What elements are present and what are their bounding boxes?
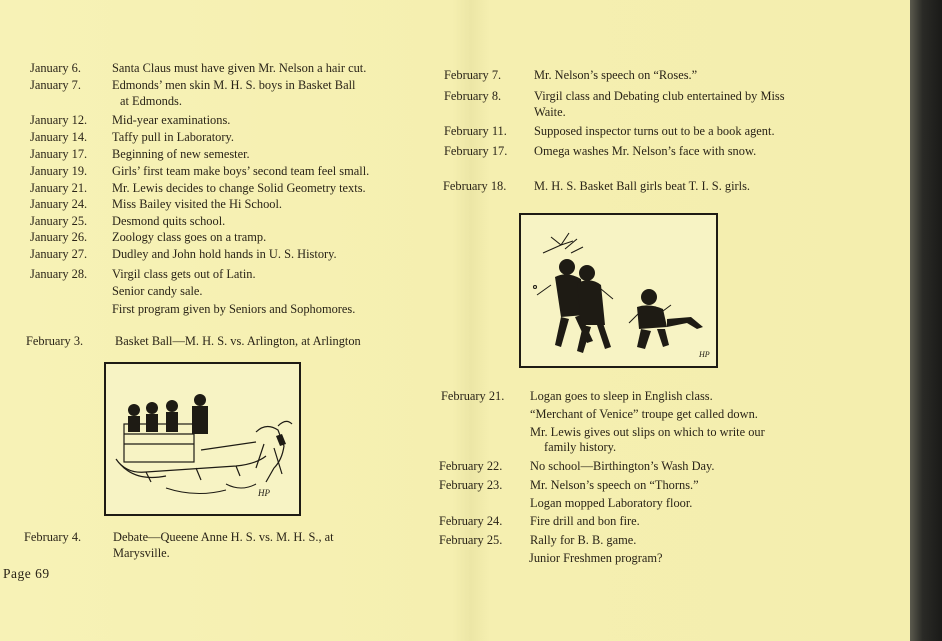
entry-date: February 24. xyxy=(439,514,503,528)
entry-continuation: family history. xyxy=(544,440,617,454)
entry-text: Omega washes Mr. Nelson’s face with snow. xyxy=(534,144,757,158)
entry-date: January 26. xyxy=(30,230,88,244)
entry-text: Beginning of new semester. xyxy=(112,147,250,161)
entry-continuation: Marysville. xyxy=(113,546,170,560)
sleigh-drawing-svg xyxy=(106,364,299,514)
entry-date: February 25. xyxy=(439,533,503,547)
entry-text: Supposed inspector turns out to be a book agent. xyxy=(534,124,775,138)
entry-text: Zoology class goes on a tramp. xyxy=(112,230,267,244)
entry-date: January 19. xyxy=(30,164,88,178)
entry-date: January 21. xyxy=(30,181,88,195)
entry-date: January 14. xyxy=(30,130,88,144)
entry-date: February 4. xyxy=(24,530,82,544)
entry-text: Virgil class gets out of Latin. xyxy=(112,267,256,281)
entry-date: February 23. xyxy=(439,478,503,492)
drawing-signature: HP xyxy=(258,488,270,498)
entry-text: Rally for B. B. game. xyxy=(530,533,637,547)
entry-text: Debate—Queene Anne H. S. vs. M. H. S., at xyxy=(113,530,334,544)
entry-text: Mr. Nelson’s speech on “Thorns.” xyxy=(530,478,699,492)
basketball-girls-drawing xyxy=(519,213,718,368)
entry-text: Desmond quits school. xyxy=(112,214,226,228)
entry-text: Mid-year examinations. xyxy=(112,113,231,127)
entry-text: M. H. S. Basket Ball girls beat T. I. S. girls. xyxy=(534,179,751,193)
entry-date: February 18. xyxy=(443,179,507,193)
entry-date: January 28. xyxy=(30,267,88,281)
entry-continuation: “Merchant of Venice” troupe get called down. xyxy=(530,407,758,421)
entry-date: January 17. xyxy=(30,147,88,161)
entry-text: Santa Claus must have given Mr. Nelson a hair cut. xyxy=(112,61,367,75)
entry-continuation: Junior Freshmen program? xyxy=(529,551,663,565)
entry-date: February 11. xyxy=(444,124,507,138)
entry-text: Logan goes to sleep in English class. xyxy=(530,389,713,403)
entry-text: Virgil class and Debating club entertained by Miss xyxy=(534,89,785,103)
entry-continuation: at Edmonds. xyxy=(120,94,182,108)
entry-date: February 7. xyxy=(444,68,502,82)
entry-text: Miss Bailey visited the Hi School. xyxy=(112,197,283,211)
entry-text: Dudley and John hold hands in U. S. History. xyxy=(112,247,337,261)
entry-date: February 17. xyxy=(444,144,508,158)
entry-date: January 7. xyxy=(30,78,81,92)
entry-date: February 8. xyxy=(444,89,502,103)
drawing-signature: HP xyxy=(699,350,710,359)
entry-date: January 12. xyxy=(30,113,88,127)
entry-continuation: Waite. xyxy=(534,105,566,119)
entry-continuation: Mr. Lewis gives out slips on which to write our xyxy=(530,425,765,439)
basketball-drawing-svg xyxy=(521,215,716,366)
entry-date: February 3. xyxy=(26,334,84,348)
entry-text: Edmonds’ men skin M. H. S. boys in Basket Ball xyxy=(112,78,356,92)
entry-date: January 25. xyxy=(30,214,88,228)
entry-text: No school—Birthington’s Wash Day. xyxy=(530,459,715,473)
entry-text: Fire drill and bon fire. xyxy=(530,514,640,528)
entry-date: January 27. xyxy=(30,247,88,261)
sleigh-ride-drawing xyxy=(104,362,301,516)
entry-text: Girls’ first team make boys’ second team feel small. xyxy=(112,164,370,178)
entry-date: February 21. xyxy=(441,389,505,403)
entry-date: January 6. xyxy=(30,61,81,75)
entry-continuation: Senior candy sale. xyxy=(112,284,203,298)
entry-date: January 24. xyxy=(30,197,88,211)
entry-text: Mr. Lewis decides to change Solid Geometry texts. xyxy=(112,181,366,195)
book-spine-edge xyxy=(910,0,942,641)
entry-continuation: First program given by Seniors and Sophomores. xyxy=(112,302,356,316)
page-number: Page 69 xyxy=(3,566,50,581)
entry-date: February 22. xyxy=(439,459,503,473)
entry-text: Taffy pull in Laboratory. xyxy=(112,130,234,144)
entry-text: Basket Ball—M. H. S. vs. Arlington, at Arlington xyxy=(115,334,361,348)
entry-continuation: Logan mopped Laboratory floor. xyxy=(530,496,693,510)
entry-text: Mr. Nelson’s speech on “Roses.” xyxy=(534,68,698,82)
